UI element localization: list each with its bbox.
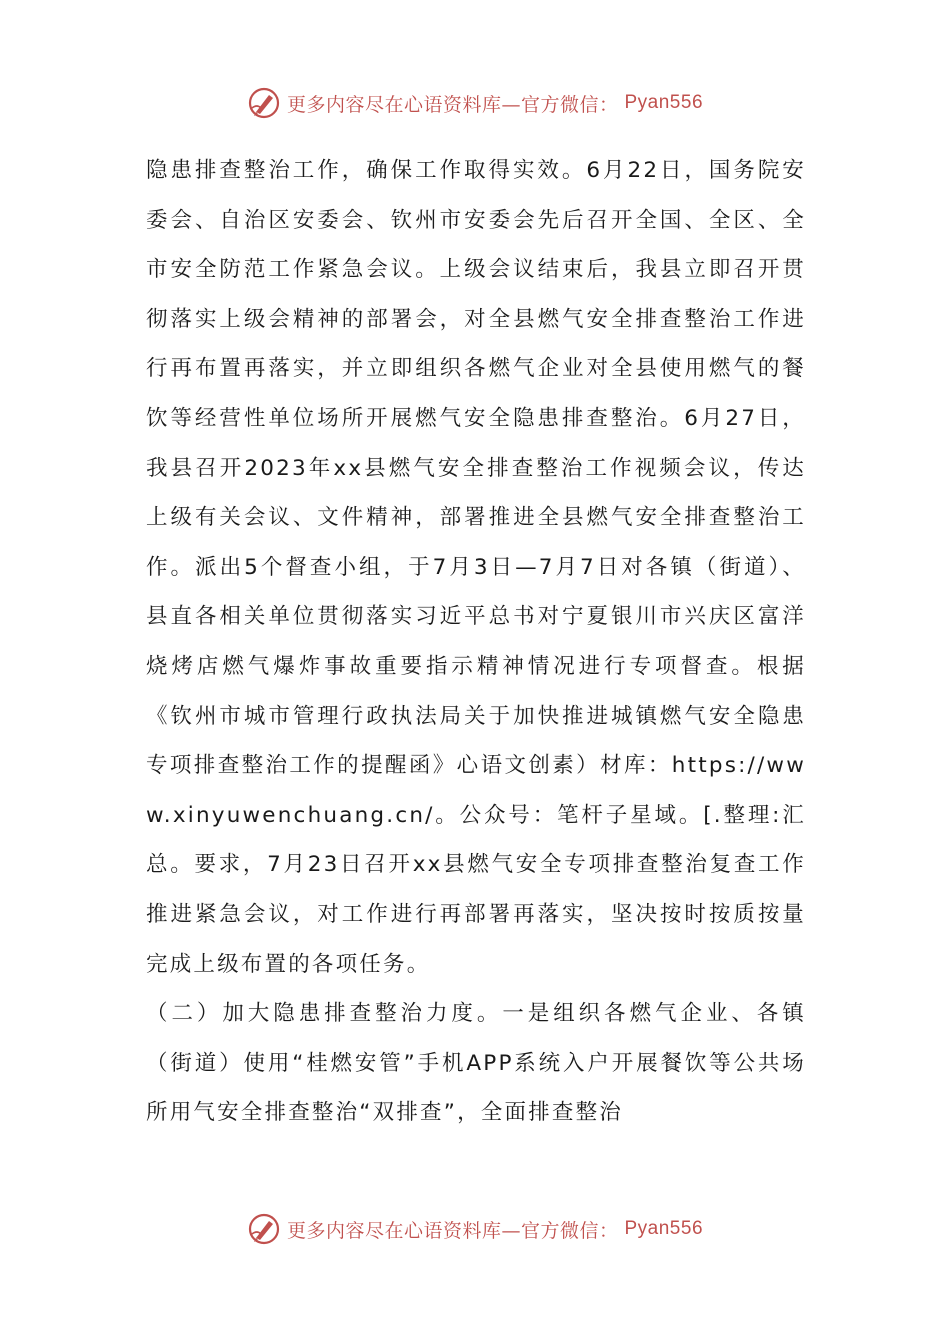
pen-logo-icon	[247, 1212, 281, 1246]
watermark-handle: Pyan556	[624, 92, 704, 113]
watermark-text: 更多内容尽在心语资料库—官方微信：	[286, 1219, 619, 1242]
paragraph: 隐患排查整治工作，确保工作取得实效。6月22日，国务院安委会、自治区安委会、钦州市安委会先后召开全国、全区、全市安全防范工作紧急会议。上级会议结束后，我县立即召开贯彻落实上级会精神的部署会，对全县燃气安全排查整治工作进行再布置再落实，并立即组织各燃气企业对全县使用燃气的餐饮等经营性单位场所开展燃气安全隐患排查整治。6月27日，我县召开2023年xx县燃气安全排查整治工作视频会议，传达上级有关会议、文件精神，部署推进全县燃气安全排查整治工作。派出5个督查小组，于7月3日—7月7日对各镇（街道）、县直各相关单位贯彻落实习近平总书对宁夏银川市兴庆区富洋烧烤店燃气爆炸事故重要指示精神情况进行专项督查。根据《钦州市城市管理行政执法局关于加快推进城镇燃气安全隐患专项排查整治工作的提醒函》心语文创素）材库：https://www.xinyuwenchuang.cn/。公众号：笔杆子星域。[.整理:汇总。要求，7月23日召开xx县燃气安全专项排查整治复查工作推进紧急会议，对工作进行再部署再落实，坚决按时按质按量完成上级布置的各项任务。	[146, 158, 806, 977]
header-watermark	[0, 86, 950, 120]
watermark-handle: Pyan556	[624, 1218, 704, 1239]
paragraph: （二）加大隐患排查整治力度。一是组织各燃气企业、各镇（街道）使用“桂燃安管”手机APP系统入户开展餐饮等公共场所用气安全排查整治“双排查”，全面排查整治	[146, 1001, 806, 1126]
document-body	[146, 146, 806, 1138]
pen-logo-icon	[247, 86, 281, 120]
watermark-text: 更多内容尽在心语资料库—官方微信：	[286, 93, 619, 116]
footer-watermark	[0, 1212, 950, 1246]
